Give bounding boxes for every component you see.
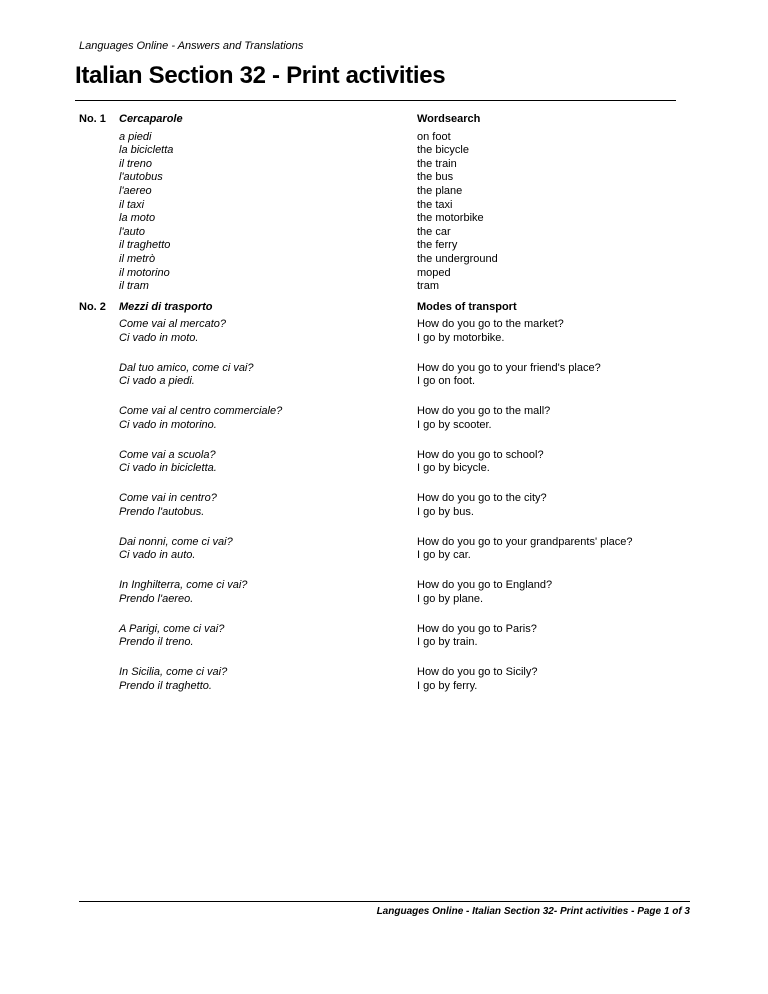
footer-divider (79, 901, 690, 902)
english-word: the underground (417, 252, 498, 265)
italian-word: il taxi (119, 198, 145, 211)
footer-note: Languages Online - Italian Section 32- Print activities - Page 1 of 3 (376, 906, 690, 917)
italian-answer: Ci vado in bicicletta. (119, 462, 217, 475)
italian-sentence (119, 449, 217, 476)
english-answer: I go by plane. (417, 592, 484, 605)
section-1-english-column (417, 113, 498, 294)
english-word: the taxi (417, 198, 453, 211)
italian-sentence (119, 492, 217, 519)
italian-answer: Prendo l'autobus. (119, 505, 205, 518)
italian-question: Dai nonni, come ci vai? (119, 535, 233, 548)
italian-answer: Ci vado in motorino. (119, 418, 217, 431)
section-2-number: No. 2 (79, 301, 106, 313)
english-question: How do you go to school? (417, 448, 544, 461)
section-1 (79, 113, 679, 293)
section-2-english-heading: Modes of transport (417, 301, 517, 313)
italian-question: Come vai a scuola? (119, 448, 216, 461)
english-word: the motorbike (417, 212, 484, 225)
english-sentence (417, 449, 544, 476)
italian-answer: Prendo il traghetto. (119, 679, 212, 692)
italian-answer: Prendo il treno. (119, 636, 194, 649)
italian-question: Come vai al mercato? (119, 318, 226, 330)
italian-answer: Ci vado in moto. (119, 331, 199, 344)
italian-sentence (119, 318, 226, 345)
english-answer: I go by train. (417, 636, 478, 649)
section-1-english-heading: Wordsearch (417, 113, 481, 125)
section-1-italian-column (119, 113, 183, 294)
italian-sentence (119, 536, 233, 563)
italian-sentence (119, 623, 224, 650)
english-sentence (417, 318, 564, 345)
english-question: How do you go to your grandparents' place? (417, 535, 633, 548)
english-question: How do you go to England? (417, 579, 553, 591)
section-2-italian-heading: Mezzi di trasporto (119, 301, 213, 313)
english-answer: I go by car. (417, 549, 471, 562)
english-answer: I go by bus. (417, 505, 474, 518)
italian-word: l'autobus (119, 171, 163, 184)
english-sentence (417, 666, 537, 693)
english-answer: I go by scooter. (417, 418, 492, 431)
english-question: How do you go to Sicily? (417, 666, 538, 678)
english-word-list (417, 131, 498, 294)
english-word: on foot (417, 130, 451, 143)
english-sentence (417, 405, 550, 432)
header-note: Languages Online - Answers and Translations (79, 40, 304, 52)
italian-answer: Ci vado a piedi. (119, 375, 195, 388)
italian-word: il tram (119, 280, 149, 293)
english-question: How do you go to Paris? (417, 622, 537, 635)
italian-question: Come vai in centro? (119, 492, 217, 504)
italian-word: il motorino (119, 266, 170, 279)
english-word: the bus (417, 171, 454, 184)
italian-word: la bicicletta (119, 144, 174, 157)
italian-word: il metrò (119, 252, 156, 265)
italian-answer: Prendo l'aereo. (119, 592, 194, 605)
english-word: tram (417, 280, 439, 293)
english-word: the plane (417, 184, 463, 197)
italian-question: A Parigi, come ci vai? (119, 622, 225, 635)
section-2 (79, 301, 679, 701)
section-1-number: No. 1 (79, 113, 106, 125)
italian-word: la moto (119, 212, 156, 225)
english-question: How do you go to the mall? (417, 405, 551, 417)
english-word: the bicycle (417, 144, 469, 157)
english-answer: I go by bicycle. (417, 462, 490, 475)
italian-question: In Inghilterra, come ci vai? (119, 579, 248, 591)
english-answer: I go by motorbike. (417, 331, 505, 344)
english-question: How do you go to the market? (417, 318, 564, 330)
section-1-italian-heading: Cercaparole (119, 113, 183, 125)
english-word: the car (417, 225, 451, 238)
italian-sentence (119, 579, 247, 606)
italian-word: il treno (119, 157, 153, 170)
page-title: Italian Section 32 - Print activities (75, 62, 446, 89)
english-sentence (417, 536, 633, 563)
english-answer: I go by ferry. (417, 679, 478, 692)
italian-sentence (119, 362, 254, 389)
italian-question: Dal tuo amico, come ci vai? (119, 361, 254, 374)
italian-sentence (119, 666, 227, 693)
english-question: How do you go to the city? (417, 492, 547, 504)
italian-question: In Sicilia, come ci vai? (119, 666, 228, 678)
italian-answer: Ci vado in auto. (119, 549, 196, 562)
italian-question: Come vai al centro commerciale? (119, 405, 283, 417)
english-sentence (417, 579, 552, 606)
english-sentence (417, 362, 601, 389)
english-word: moped (417, 266, 451, 279)
italian-word: l'auto (119, 225, 145, 238)
italian-word: l'aereo (119, 184, 152, 197)
english-word: the train (417, 157, 457, 170)
italian-word: a piedi (119, 130, 152, 143)
english-question: How do you go to your friend's place? (417, 361, 601, 374)
title-divider (75, 100, 676, 101)
english-sentence (417, 623, 537, 650)
italian-word-list (119, 131, 183, 294)
english-word: the ferry (417, 239, 458, 252)
italian-sentence (119, 405, 282, 432)
english-answer: I go on foot. (417, 375, 476, 388)
english-sentence (417, 492, 547, 519)
italian-word: il traghetto (119, 239, 171, 252)
